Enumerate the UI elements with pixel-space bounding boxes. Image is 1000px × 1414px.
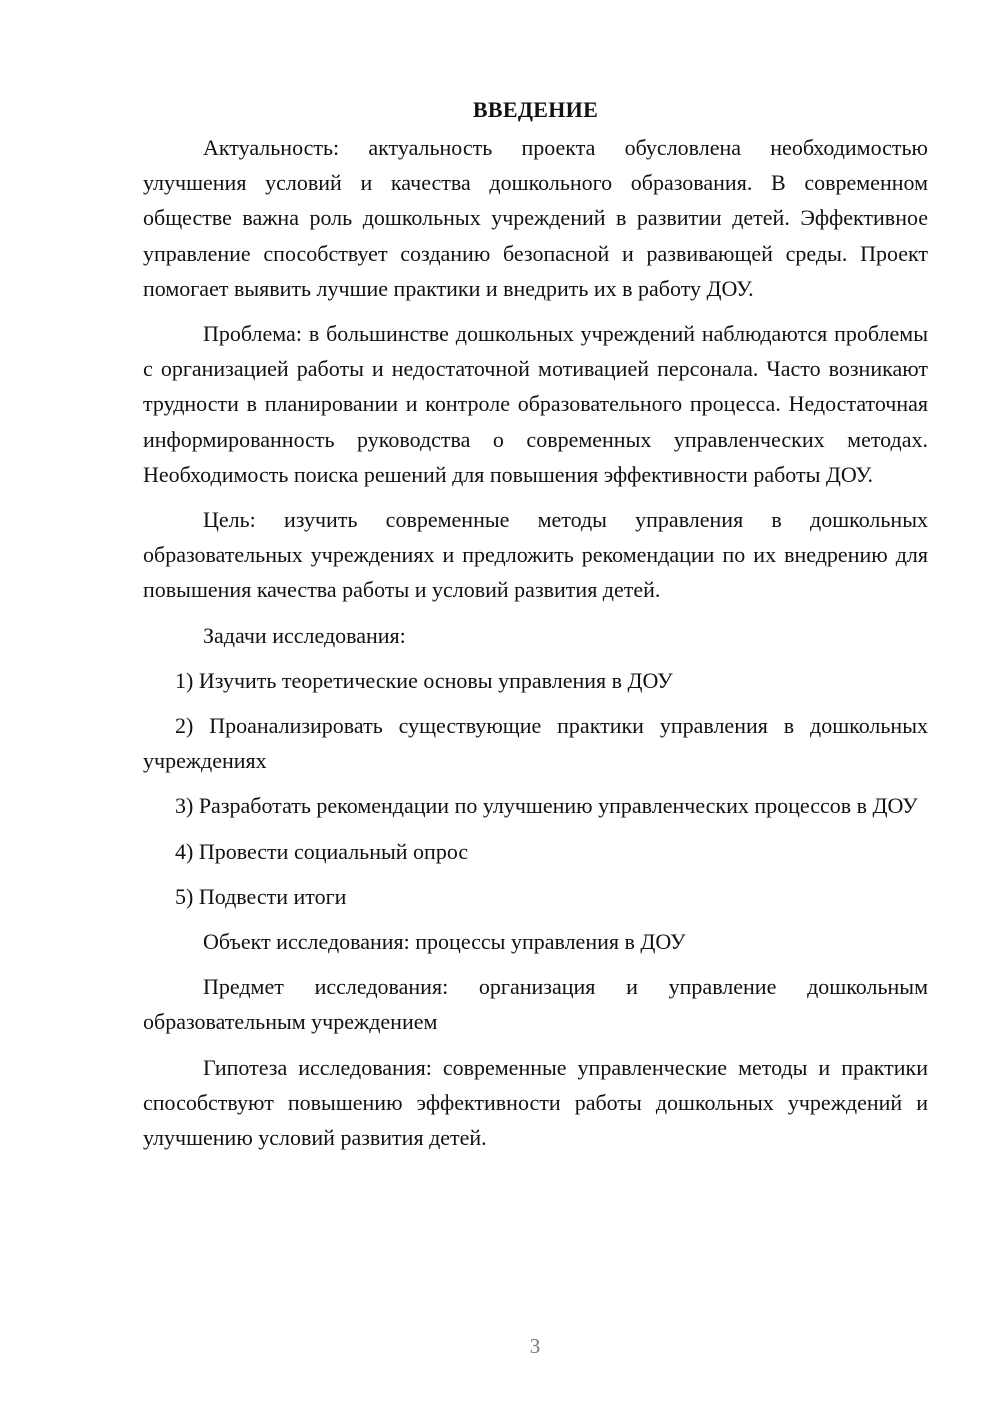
list-item: 5) Подвести итоги: [175, 883, 347, 909]
page-title: ВВЕДЕНИЕ: [472, 97, 599, 122]
paragraph-hypothesis: Гипотеза исследования: современные управленческие методы и практики способствуют повышению эффективности работы дошкольных учреждений и улучшению условий развития детей.: [143, 1054, 928, 1151]
paragraph-subject: Предмет исследования: организация и управление дошкольным образовательным учреждением: [143, 974, 928, 1035]
list-item: 1) Изучить теоретические основы управления в ДОУ: [175, 667, 673, 693]
tasks-heading: Задачи исследования:: [203, 622, 406, 648]
document-page: [143, 92, 928, 1165]
paragraph-relevance: Актуальность: актуальность проекта обусловлена необходимостью улучшения условий и качества дошкольного образования. В современном обществе важна роль дошкольных учреждений в развитии детей. Эффективное управление способствует созданию безопасной и развивающей среды. Проект помогает выявить лучшие практики и внедрить их в работу ДОУ.: [143, 135, 928, 301]
list-item: 4) Провести социальный опрос: [175, 838, 469, 864]
list-item: 3) Разработать рекомендации по улучшению управленческих процессов в ДОУ: [175, 793, 918, 819]
paragraph-object: Объект исследования: процессы управления в ДОУ: [203, 929, 686, 955]
paragraph-problem: Проблема: в большинстве дошкольных учреждений наблюдаются проблемы с организацией работы и недостаточной мотивацией персонала. Часто возникают трудности в планировании и контроле образовательного процесса. Недостаточная информированность руководства о современных управленческих методах. Необходимость поиска решений для повышения эффективности работы ДОУ.: [143, 321, 928, 487]
list-item: 2) Проанализировать существующие практики управления в дошкольных учреждениях: [143, 713, 928, 774]
paragraph-goal: Цель: изучить современные методы управления в дошкольных образовательных учреждениях и предложить рекомендации по их внедрению для повышения качества работы и условий развития детей.: [143, 507, 928, 603]
page-number: 3: [529, 1334, 541, 1358]
